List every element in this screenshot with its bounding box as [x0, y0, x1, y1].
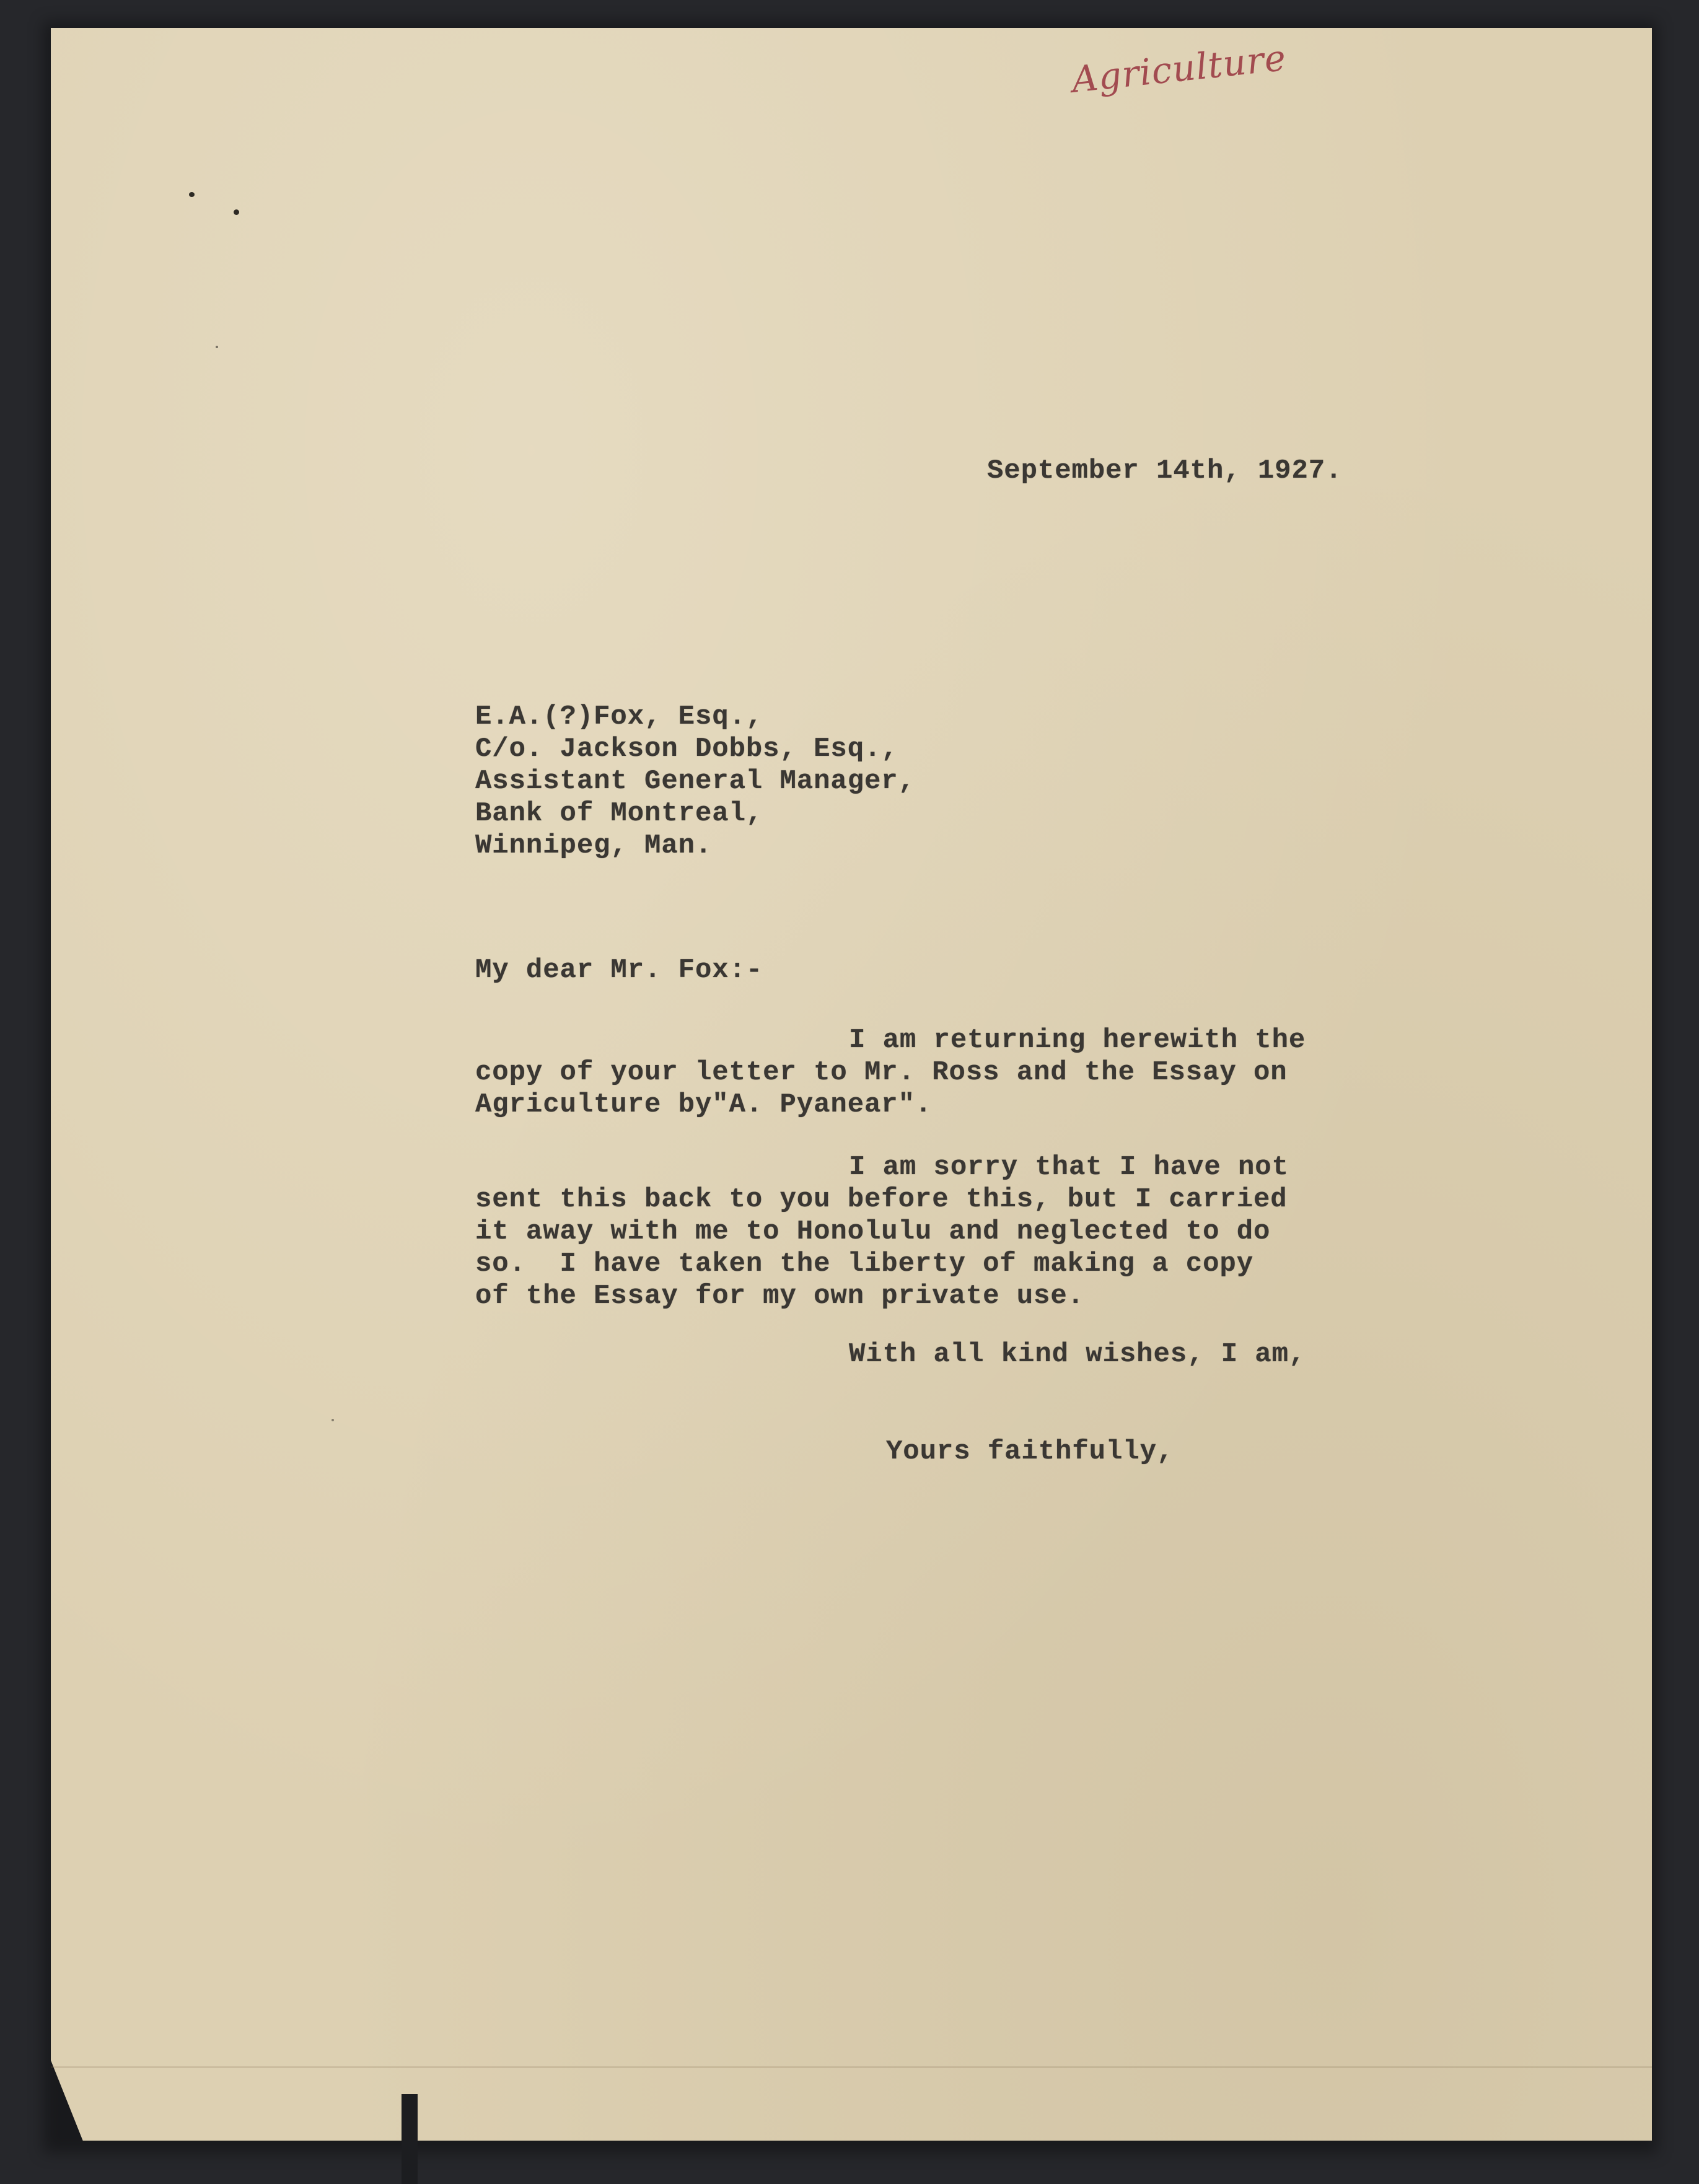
handwritten-annotation: Agriculture: [1069, 36, 1289, 101]
ink-speck: [331, 1419, 334, 1421]
paragraph-line: I am sorry that I have not: [849, 1152, 1289, 1183]
ink-speck: [189, 192, 195, 197]
address-line: C/o. Jackson Dobbs, Esq.,: [475, 734, 898, 765]
paragraph-line: so. I have taken the liberty of making a copy: [475, 1248, 1253, 1279]
ink-speck: [216, 346, 218, 348]
ink-speck: [234, 209, 239, 215]
salutation: My dear Mr. Fox:-: [475, 955, 763, 986]
paragraph-line: copy of your letter to Mr. Ross and the Essay on: [475, 1057, 1288, 1088]
address-line: Bank of Montreal,: [475, 798, 763, 829]
paragraph-line: Agriculture by"A. Pyanear".: [475, 1089, 933, 1120]
address-line: Winnipeg, Man.: [475, 830, 713, 861]
paragraph-line: sent this back to you before this, but I carried: [475, 1184, 1288, 1215]
page-notch: [402, 2094, 418, 2184]
paragraph-line: of the Essay for my own private use.: [475, 1281, 1084, 1312]
paragraph-line: I am returning herewith the: [849, 1025, 1306, 1056]
letter-date: September 14th, 1927.: [987, 455, 1343, 486]
address-line: Assistant General Manager,: [475, 766, 915, 797]
paragraph-line: it away with me to Honolulu and neglected to do: [475, 1216, 1271, 1247]
page-fold-line: [51, 2066, 1652, 2068]
closing-line: With all kind wishes, I am,: [849, 1339, 1306, 1370]
sign-off: Yours faithfully,: [886, 1436, 1174, 1467]
address-line: E.A.(?)Fox, Esq.,: [475, 701, 763, 732]
